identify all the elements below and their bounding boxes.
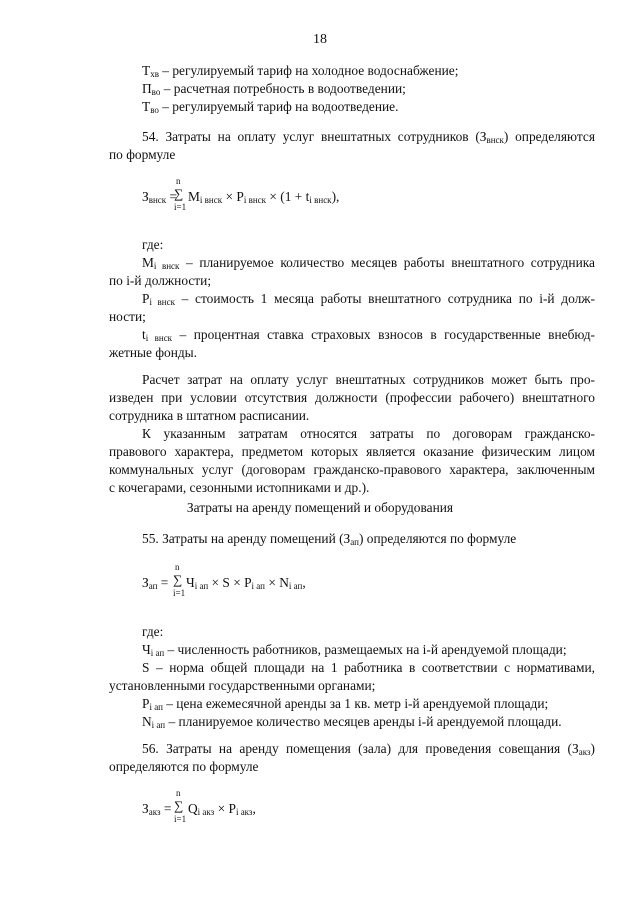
page-number: 18 [313, 32, 327, 47]
where-label-2: где: [142, 624, 164, 639]
paragraph-56-line1: 56. Затраты на аренду помещения (зала) для проведения совещания $(З_{акз})$ [142, 741, 595, 757]
paragraph-k-line1: К указанным затратам относятся затраты по договорам гражданско- [142, 426, 595, 441]
def-p-line2: ности; [109, 309, 146, 324]
def-ch: $Ч_{i ап}$ – численность работников, размещаемых на i-й арендуемой площади; [142, 642, 567, 658]
paragraph-k-line4: с кочегарами, сезонными истопниками и др.). [109, 480, 370, 495]
paragraph-55: 55. Затраты на аренду помещений $(З_{ап})$ определяются по формуле [142, 531, 517, 547]
def-s-line1: S – норма общей площади на 1 работника в соответствии с нормативами, [142, 660, 595, 675]
def-txv: $Т_{хв}$ – регулируемый тариф на холодное водоснабжение; [142, 63, 459, 79]
paragraph-calc-line2: изведен при условии отсутствия должности (профессии рабочего) внештатного [109, 390, 595, 405]
where-label-1: где: [142, 237, 164, 252]
paragraph-calc-line3: сотрудника в штатном расписании. [109, 408, 310, 423]
section-title: Затраты на аренду помещений и оборудования [186, 500, 454, 515]
formula-56: $З_{акз}$ = n ∑ i=1 $Q_{i акз} \times P_{i акз}$, [142, 788, 256, 824]
paragraph-calc-line1: Расчет затрат на оплату услуг внештатных сотрудников может быть про- [142, 372, 595, 387]
def-p-line1: $Р_{i внск}$ – стоимость 1 месяца работы внештатного сотрудника по i-й долж- [142, 291, 595, 307]
def-n-ap: $N_{i ап}$ – планируемое количество месяцев аренды i-й арендуемой площади. [142, 714, 562, 730]
paragraph-k-line3: коммунальных услуг (договорам гражданско-правового характера, заключенным [109, 462, 595, 477]
def-s-line2: установленными государственными органами; [109, 678, 376, 693]
paragraph-56-line2: определяются по формуле [109, 759, 259, 774]
def-tvo: $Т_{во}$ – регулируемый тариф на водоотведение. [142, 99, 399, 115]
def-t-line1: $t_{i внск}$ – процентная ставка страховых взносов в государственные внебюд- [142, 327, 595, 343]
paragraph-54-line1: 54. Затраты на оплату услуг внештатных сотрудников $(З_{внск})$ определяются [142, 129, 595, 145]
formula-55: $З_{ап}$ = n ∑ i=1 $Ч_{i ап} \times S \times P_{i ап} \times N_{i ап}$, [142, 562, 306, 598]
def-pvo: $П_{во}$ – расчетная потребность в водоотведении; [142, 81, 406, 97]
formula-54: $З_{внск}$ = n ∑ i=1 $М_{i внск} \times P_{i внск} \times (1 + t_{i внск})$, [142, 176, 340, 212]
def-p-ap: $Р_{i ап}$ – цена ежемесячной аренды за 1 кв. метр i-й арендуемой площади; [142, 696, 549, 712]
def-t-line2: жетные фонды. [109, 345, 198, 360]
def-m-line1: $М_{i внск}$ – планируемое количество месяцев работы внештатного сотрудника [142, 255, 596, 271]
def-m-line2: по i-й должности; [109, 273, 212, 288]
paragraph-k-line2: правового характера, предметом которых является оказание физическим лицом [109, 444, 595, 459]
paragraph-54-line2: по формуле [109, 147, 176, 162]
